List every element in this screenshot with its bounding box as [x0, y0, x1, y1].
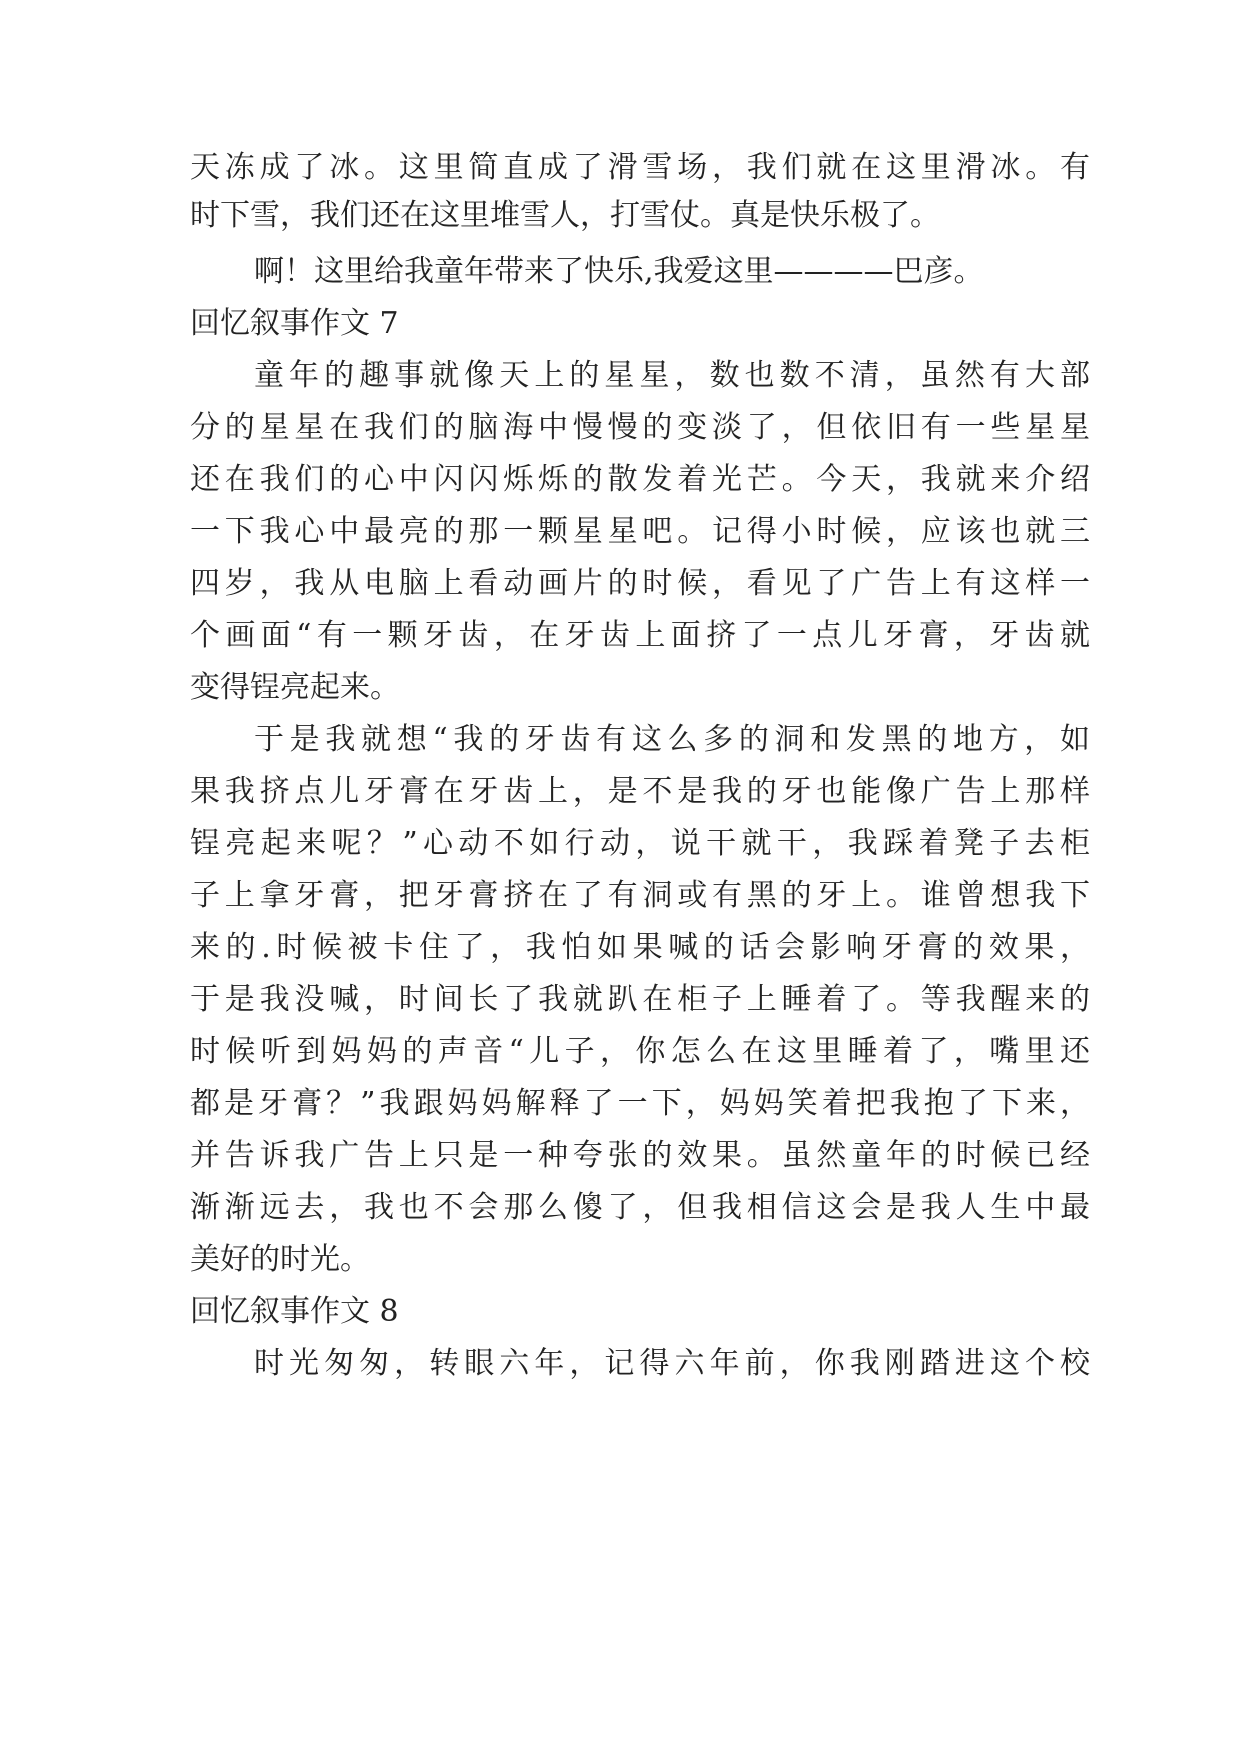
text-line: 分的星星在我们的脑海中慢慢的变淡了，但依旧有一些星星: [190, 410, 1090, 445]
text-line: 啊！这里给我童年带来了快乐,我爱这里————巴彦。: [254, 254, 984, 289]
text-line: 个画面“有一颗牙齿，在牙齿上面挤了一点儿牙膏，牙齿就: [190, 618, 1090, 653]
text-line: 天冻成了冰。这里简直成了滑雪场，我们就在这里滑冰。有: [190, 150, 1090, 185]
text-line: 并告诉我广告上只是一种夸张的效果。虽然童年的时候已经: [190, 1138, 1090, 1173]
section-heading: 回忆叙事作文 7: [190, 306, 399, 341]
text-line: 渐渐远去，我也不会那么傻了，但我相信这会是我人生中最: [190, 1190, 1090, 1225]
text-line: 变得锃亮起来。: [190, 670, 400, 705]
text-line: 锃亮起来呢？”心动不如行动，说干就干，我踩着凳子去柜: [190, 826, 1090, 861]
text-line: 于是我没喊，时间长了我就趴在柜子上睡着了。等我醒来的: [190, 982, 1090, 1017]
text-line: 还在我们的心中闪闪烁烁的散发着光芒。今天，我就来介绍: [190, 462, 1090, 497]
text-line: 时光匆匆，转眼六年，记得六年前，你我刚踏进这个校: [254, 1346, 1090, 1381]
text-line: 子上拿牙膏，把牙膏挤在了有洞或有黑的牙上。谁曾想我下: [190, 878, 1090, 913]
text-line: 童年的趣事就像天上的星星，数也数不清，虽然有大部: [254, 358, 1090, 393]
text-line: 都是牙膏？”我跟妈妈解释了一下，妈妈笑着把我抱了下来，: [190, 1086, 1090, 1121]
text-line: 于是我就想“我的牙齿有这么多的洞和发黑的地方，如: [254, 722, 1090, 757]
text-line: 时下雪，我们还在这里堆雪人，打雪仗。真是快乐极了。: [190, 198, 940, 233]
section-heading: 回忆叙事作文 8: [190, 1294, 399, 1329]
text-line: 一下我心中最亮的那一颗星星吧。记得小时候，应该也就三: [190, 514, 1090, 549]
text-line: 四岁，我从电脑上看动画片的时候，看见了广告上有这样一: [190, 566, 1090, 601]
text-line: 来的.时候被卡住了，我怕如果喊的话会影响牙膏的效果，: [190, 930, 1090, 965]
text-line: 果我挤点儿牙膏在牙齿上，是不是我的牙也能像广告上那样: [190, 774, 1090, 809]
text-line: 美好的时光。: [190, 1242, 370, 1277]
text-line: 时候听到妈妈的声音“儿子，你怎么在这里睡着了，嘴里还: [190, 1034, 1090, 1069]
